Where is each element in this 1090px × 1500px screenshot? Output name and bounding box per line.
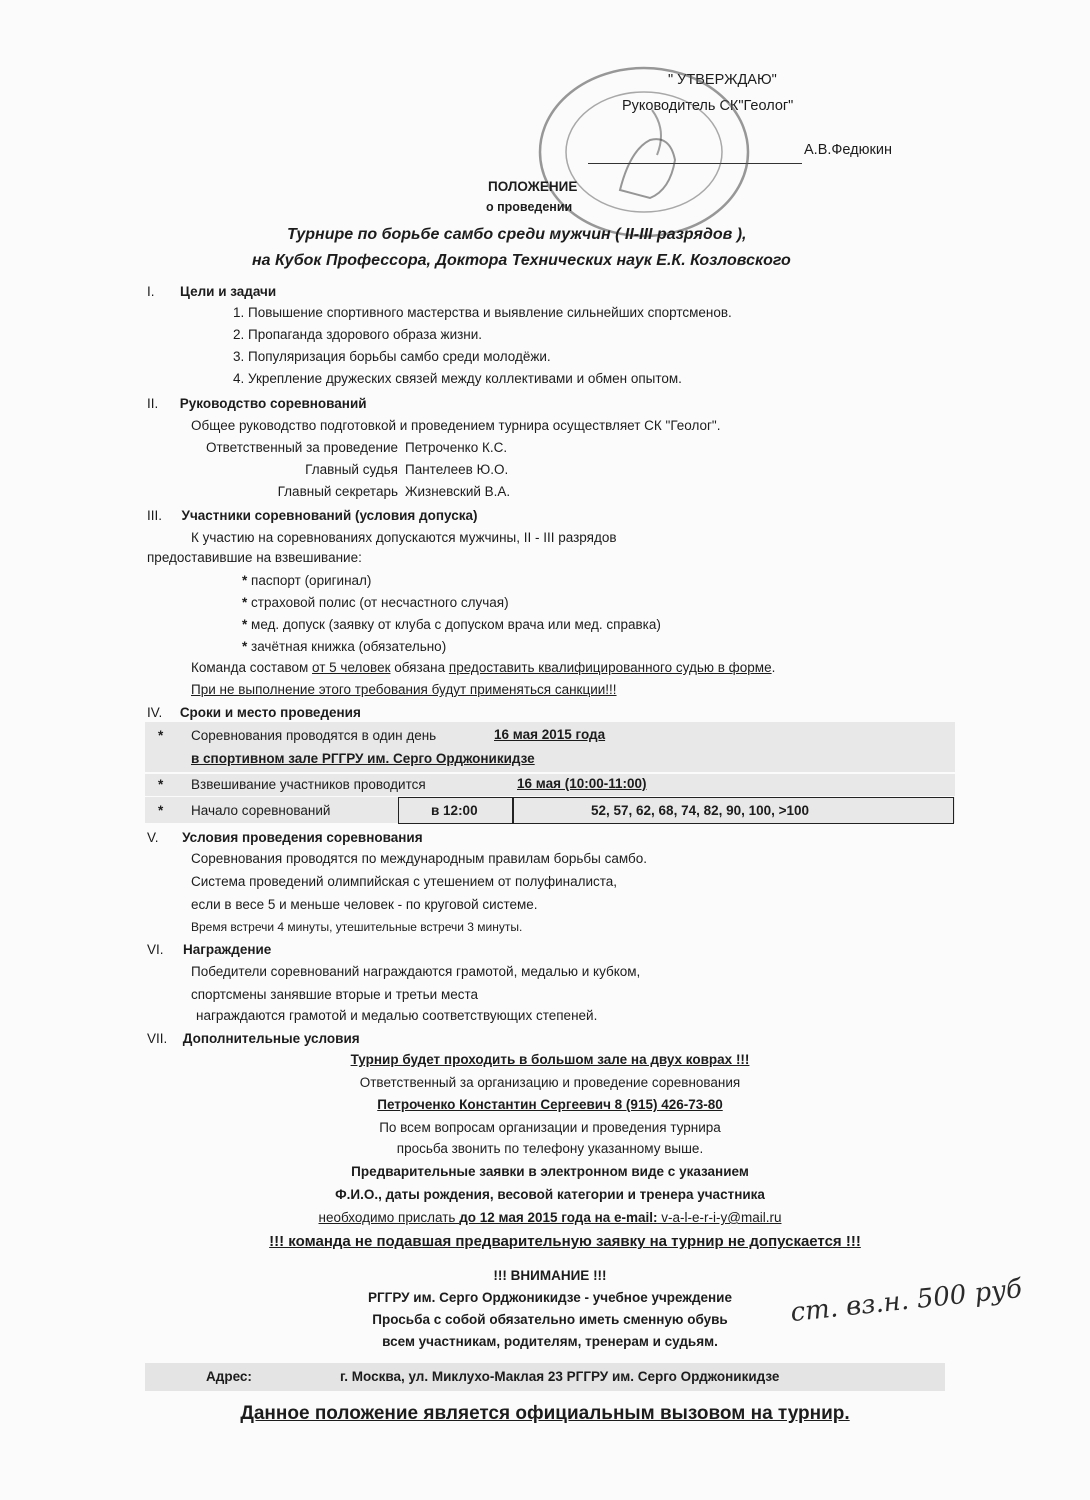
text-line: просьба звонить по телефону указанному выше. (396, 1141, 704, 1156)
section-2-title: Руководство соревнований (179, 396, 367, 411)
list-item (242, 573, 371, 588)
section-3-title: Участники соревнований (условия допуска) (181, 508, 478, 523)
section-6-num: VI. (147, 942, 164, 957)
footer-statement: Данное положение является официальным вызовом на турнир. (240, 1403, 850, 1424)
team-requirement: Команда составом от 5 человек обязана предоставить квалифицированного судью в форме. (191, 660, 776, 675)
section-2-num: II. (147, 396, 159, 411)
weight-categories-cell (512, 797, 954, 824)
section-5-num: V. (147, 830, 159, 845)
stamp-seal (512, 50, 772, 250)
email-line: необходимо прислать до 12 мая 2015 года на e-mail: v-a-l-e-r-i-y@mail.ru (318, 1210, 782, 1225)
text-line: Время встречи 4 минуты, утешительные встречи 3 минуты. (191, 920, 523, 934)
list-item (242, 639, 446, 654)
section-1-heading (147, 284, 276, 299)
attention-line: всем участникам, родителям, тренерам и судьям. (382, 1334, 718, 1349)
doc-title: ПОЛОЖЕНИЕ (488, 179, 578, 194)
email-address[interactable]: v-a-l-e-r-i-y@mail.ru (657, 1210, 782, 1225)
section-4-num: IV. (147, 705, 163, 720)
weigh-in-label: Взвешивание участников проводится (191, 777, 426, 792)
doc-heading-line2: на Кубок Профессора, Доктора Технических наук Е.К. Козловского (252, 252, 791, 269)
section-2-intro: Общее руководство подготовкой и проведением турнира осуществляет СК "Геолог". (191, 418, 721, 433)
list-item: 4. Укрепление дружеских связей между коллективами и обмен опытом. (233, 371, 682, 386)
text-line: спортсмены занявшие вторые и третьи места (191, 987, 479, 1002)
list-item-text: зачётная книжка (обязательно) (251, 639, 447, 654)
schedule-date: 16 мая 2015 года (494, 727, 606, 742)
list-item-text: паспорт (оригинал) (251, 573, 372, 588)
role-person: Петроченко К.С. (405, 440, 508, 455)
bullet-icon: * (242, 639, 248, 654)
attention-line: Просьба с собой обязательно иметь сменную обувь (372, 1312, 728, 1327)
role-person: Жизневский В.А. (405, 484, 511, 499)
approval-name: А.В.Федюкин (804, 142, 892, 158)
section-4-title: Сроки и место проведения (179, 705, 361, 720)
bullet-icon: * (242, 595, 248, 610)
text-line: По всем вопросам организации и проведения турнира (379, 1120, 721, 1135)
approval-position: Руководитель СК"Геолог" (622, 98, 794, 114)
section-3-heading (147, 508, 477, 523)
text-line: Ответственный за организацию и проведение соревнования (359, 1075, 741, 1090)
list-item (242, 617, 661, 632)
section-6-heading (147, 942, 271, 957)
role-person: Пантелеев Ю.О. (405, 462, 509, 477)
bullet-icon: * (242, 617, 248, 632)
start-label: Начало соревнований (191, 803, 331, 818)
section-7-title: Дополнительные условия (182, 1031, 360, 1046)
bullet-icon: * (158, 777, 164, 792)
sanction-note: При не выполнение этого требования будут применяться санкции!!! (191, 682, 617, 697)
bullet-icon: * (158, 728, 164, 743)
weigh-in-time: 16 мая (10:00-11:00) (517, 776, 647, 791)
bullet-icon: * (242, 573, 248, 588)
schedule-label: Соревнования проводятся в один день (191, 728, 437, 743)
text-line: награждаются грамотой и медалью соответствующих степеней. (196, 1008, 598, 1023)
text-line: Победители соревнований награждаются грамотой, медалью и кубком, (191, 964, 641, 979)
address-label: Адрес: (206, 1369, 252, 1384)
section-5-heading (147, 830, 423, 845)
section-4-heading (147, 705, 361, 720)
text-line: Ф.И.О., даты рождения, весовой категории и тренера участника (335, 1187, 765, 1202)
list-item: 1. Повышение спортивного мастерства и выявление сильнейших спортсменов. (233, 305, 732, 320)
doc-subtitle: о проведении (486, 200, 573, 214)
doc-heading-line1: Турнире по борьбе самбо среди мужчин ( II-III разрядов ), (287, 226, 747, 243)
list-item: 2. Пропаганда здорового образа жизни. (233, 327, 483, 342)
section-1-title: Цели и задачи (180, 284, 277, 299)
weight-categories: 52, 57, 62, 68, 74, 82, 90, 100, >100 (591, 803, 810, 818)
section-6-title: Награждение (183, 942, 272, 957)
section-1-num: I. (147, 284, 155, 299)
list-item-text: страховой полис (от несчастного случая) (251, 595, 509, 610)
section-2-heading (147, 396, 367, 411)
section-7-num: VII. (147, 1031, 168, 1046)
warning-line: !!! команда не подавшая предварительную заявку на турнир не допускается !!! (269, 1233, 861, 1250)
section-3-intro-1: К участию на соревнованиях допускаются мужчины, II - III разрядов (191, 530, 617, 545)
bullet-icon: * (158, 803, 164, 818)
role-label: Главный секретарь (277, 484, 398, 499)
attention-title: !!! ВНИМАНИЕ !!! (493, 1268, 607, 1283)
text-line: если в весе 5 и меньше человек - по круговой системе. (191, 897, 538, 912)
section-3-intro-2: предоставившие на взвешивание: (147, 550, 362, 565)
start-time: в 12:00 (431, 803, 478, 818)
schedule-place: в спортивном зале РГГРУ им. Серго Орджоникидзе (191, 751, 535, 766)
text-line: Система проведений олимпийская с утешением от полуфиналиста, (191, 874, 618, 889)
list-item-text: мед. допуск (заявку от клуба с допуском врача или мед. справка) (251, 617, 661, 632)
attention-line: РГГРУ им. Серго Орджоникидзе - учебное учреждение (368, 1290, 732, 1305)
notice-line: Турнир будет проходить в большом зале на двух коврах !!! (350, 1052, 750, 1067)
role-label: Ответственный за проведение (205, 440, 398, 455)
handwritten-note: ст. вз.н. 500 руб (789, 1273, 1024, 1329)
section-5-title: Условия проведения соревнования (182, 830, 423, 845)
contact-line: Петроченко Константин Сергеевич 8 (915) 426-73-80 (377, 1097, 723, 1112)
approval-title: " УТВЕРЖДАЮ" (668, 72, 777, 88)
list-item (242, 595, 509, 610)
role-label: Главный судья (305, 462, 398, 477)
section-3-num: III. (147, 508, 163, 523)
text-line: Соревнования проводятся по международным правилам борьбы самбо. (191, 851, 648, 866)
section-7-heading (147, 1031, 360, 1046)
list-item: 3. Популяризация борьбы самбо среди молодёжи. (233, 349, 551, 364)
start-time-cell (398, 797, 514, 824)
text-line: Предварительные заявки в электронном виде с указанием (351, 1164, 749, 1179)
address-value: г. Москва, ул. Миклухо-Маклая 23 РГГРУ им. Серго Орджоникидзе (340, 1369, 780, 1384)
